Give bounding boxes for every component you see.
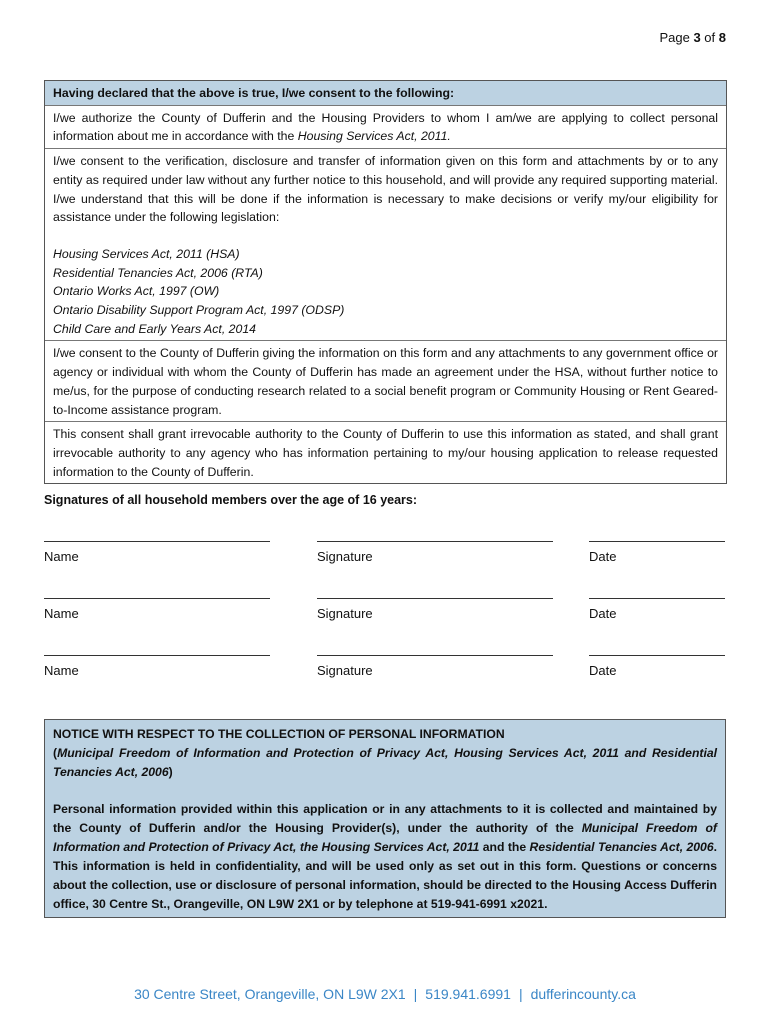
signature-row: [44, 540, 725, 580]
page-total: 8: [718, 30, 726, 45]
notice-acts-line: (Municipal Freedom of Information and Protection of Privacy Act, Housing Services Act, 2011 and Residential Tenancies Act, 2006): [53, 746, 717, 779]
signature-label: Signature: [317, 606, 373, 621]
footer-phone: 519.941.6991: [425, 986, 511, 1002]
privacy-notice-box: [44, 719, 726, 918]
date-line[interactable]: [589, 654, 725, 656]
signature-row: [44, 654, 725, 694]
name-label: Name: [44, 606, 79, 621]
footer-address: 30 Centre Street, Orangeville, ON L9W 2X1: [134, 986, 406, 1002]
consent-authorize-text: I/we authorize the County of Dufferin and the Housing Providers to whom I am/we are applying to collect personal information about me in accordance with the: [53, 110, 718, 144]
notice-body-text: . This information is held in confidentiality, and will be used only as set out in this form. Questions or concerns about the collection, use or disclosure of personal information, should be directed to the Housing Access Dufferin office, 30 Centre St., Orangeville, ON L9W 2X1 or by telephone at 519-941-6991 x2021.: [53, 840, 717, 911]
consent-verification-text: I/we consent to the verification, disclosure and transfer of information given on this form and attachments by or to any entity as required under law without any further notice to this household, and will provide any required supporting material. I/we understand that this will be done if the information is necessary to make decisions or verify my/our eligibility for assistance under the following legislation:: [53, 154, 718, 225]
notice-body-act: Municipal Freedom of Information and Protection of Privacy Act, the Housing Services Act, 2011: [53, 821, 717, 854]
notice-body-text: Personal information provided within this application or in any attachments to it is collected and maintained by the County of Dufferin and/or the Housing Provider(s), under the authority of the: [53, 802, 717, 835]
notice-body: [53, 800, 717, 914]
notice-acts-text: Municipal Freedom of Information and Protection of Privacy Act, Housing Services Act, 2011 and Residential Tenancies Act, 2006: [53, 746, 717, 779]
consent-authorize-act: Housing Services Act, 2011.: [297, 129, 451, 144]
consent-verification-paragraph: [45, 148, 726, 340]
footer-separator: |: [413, 986, 418, 1002]
consent-giving-paragraph: I/we consent to the County of Dufferin giving the information on this form and any attachments to any government office or agency or individual with whom the County of Dufferin has made an agreement under the HSA, without further notice to me/us, for the purpose of conducting research related to a social benefit program or Community Housing or Rent Geared-to-Income assistance program.: [45, 340, 726, 421]
date-label: Date: [589, 663, 617, 678]
name-line[interactable]: [44, 540, 270, 542]
page-number: [659, 30, 726, 45]
name-line[interactable]: [44, 654, 270, 656]
footer-separator: |: [518, 986, 523, 1002]
consent-irrevocable-paragraph: This consent shall grant irrevocable authority to the County of Dufferin to use this information as stated, and shall grant irrevocable authority to any agency who has information pertaining to my/our housing application to release requested information to the County of Dufferin.: [45, 421, 726, 483]
signatures-title: Signatures of all household members over the age of 16 years:: [44, 493, 418, 507]
legislation-item: Ontario Disability Support Program Act, 1997 (ODSP): [53, 303, 345, 318]
footer: [0, 986, 770, 1002]
legislation-item: Residential Tenancies Act, 2006 (RTA): [53, 265, 263, 280]
consent-authorize-paragraph: [45, 105, 726, 148]
notice-title: NOTICE WITH RESPECT TO THE COLLECTION OF PERSONAL INFORMATION: [53, 727, 505, 741]
footer-website-link[interactable]: dufferincounty.ca: [530, 986, 636, 1002]
consent-header: Having declared that the above is true, I/we consent to the following:: [45, 81, 726, 105]
date-label: Date: [589, 606, 617, 621]
notice-body-text: and the: [479, 840, 530, 854]
legislation-item: Housing Services Act, 2011 (HSA): [53, 246, 240, 261]
legislation-item: Ontario Works Act, 1997 (OW): [53, 284, 220, 299]
date-label: Date: [589, 549, 617, 564]
legislation-item: Child Care and Early Years Act, 2014: [53, 321, 257, 336]
date-line[interactable]: [589, 597, 725, 599]
consent-table: [44, 80, 727, 484]
page-of: of: [704, 30, 716, 45]
name-line[interactable]: [44, 597, 270, 599]
name-label: Name: [44, 663, 79, 678]
signature-label: Signature: [317, 663, 373, 678]
page-prefix: Page: [659, 30, 690, 45]
signature-line[interactable]: [317, 540, 553, 542]
page-current: 3: [693, 30, 701, 45]
signature-line[interactable]: [317, 654, 553, 656]
signature-row: [44, 597, 725, 637]
signature-line[interactable]: [317, 597, 553, 599]
date-line[interactable]: [589, 540, 725, 542]
notice-body-act: Residential Tenancies Act, 2006: [529, 840, 714, 854]
name-label: Name: [44, 549, 79, 564]
signature-label: Signature: [317, 549, 373, 564]
